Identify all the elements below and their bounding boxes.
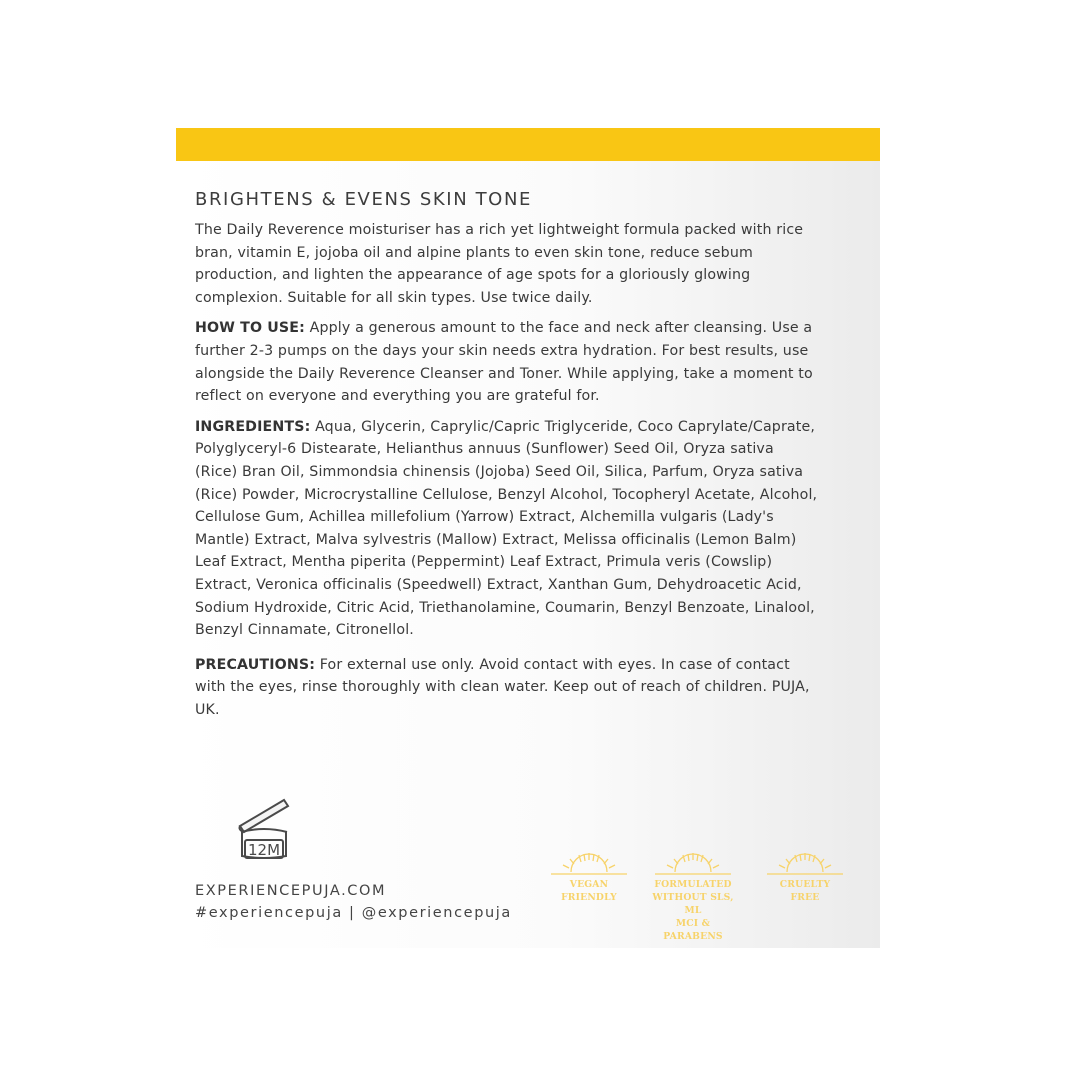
precautions-section xyxy=(195,654,820,722)
sunrise-icon xyxy=(765,850,845,878)
precautions-text: For external use only. Avoid contact with eyes. In case of contact with the eyes, rinse thoroughly with clean water. Keep out of reach of children. PUJA, UK. xyxy=(195,656,810,718)
formulated-without-badge xyxy=(648,850,738,943)
how-to-use-label: HOW TO USE: xyxy=(195,320,305,337)
badge-row xyxy=(544,850,854,942)
cruelty-free-badge xyxy=(760,850,850,904)
badge-text: CRUELTY FREE xyxy=(779,879,831,903)
headline: BRIGHTENS & EVENS SKIN TONE xyxy=(195,189,532,210)
social-handles: #experiencepuja | @experiencepuja xyxy=(195,905,512,921)
description: The Daily Reverence moisturiser has a rich yet lightweight formula packed with rice bran, vitamin E, jojoba oil and alpine plants to even skin tone, reduce sebum production, and lighten the appearance of age spots for a gloriously glowing complexion. Suitable for all skin types. Use twice daily. xyxy=(195,222,804,306)
sunrise-icon xyxy=(653,850,733,878)
sunrise-icon xyxy=(549,850,629,878)
accent-bar xyxy=(176,128,880,161)
website-link[interactable]: EXPERIENCEPUJA.COM xyxy=(195,883,387,899)
footer xyxy=(195,880,512,924)
product-info-panel xyxy=(176,128,880,948)
ingredients-section xyxy=(195,416,820,642)
content-area xyxy=(195,188,820,729)
badge-text: VEGAN FRIENDLY xyxy=(561,879,617,903)
ingredients-text: Aqua, Glycerin, Caprylic/Capric Triglyceride, Coco Caprylate/Caprate, Polyglyceryl-6 Distearate, Helianthus annuus (Sunflower) Seed Oil, Oryza sativa (Rice) Bran Oil, Simmondsia chinensis (Jojoba) Seed Oil, Silica, Parfum, Oryza sativa (Rice) Powder, Microcrystalline Cellulose, Benzyl Alcohol, Tocopheryl Acetate, Alcohol, Cellulose Gum, Achillea millefolium (Yarrow) Extract, Alchemilla vulgaris (Lady's Mantle) Extract, Malva sylvestris (Mallow) Extract, Melissa officinalis (Lemon Balm) Leaf Extract, Mentha piperita (Peppermint) Leaf Extract, Primula veris (Cowslip) Extract, Veronica officinalis (Speedwell) Extract, Xanthan Gum, Dehydroacetic Acid, Sodium Hydroxide, Citric Acid, Triethanolamine, Coumarin, Benzyl Benzoate, Linalool, Benzyl Cinnamate, Citronellol. xyxy=(195,418,818,639)
ingredients-label: INGREDIENTS: xyxy=(195,418,311,435)
pao-label: 12M xyxy=(247,841,281,859)
how-to-use-section xyxy=(195,317,820,407)
vegan-friendly-badge xyxy=(544,850,634,904)
period-after-opening-jar-icon xyxy=(234,796,294,864)
how-to-use-text: Apply a generous amount to the face and neck after cleansing. Use a further 2-3 pumps on the days your skin needs extra hydration. For best results, use alongside the Daily Reverence Cleanser and Toner. While applying, take a moment to reflect on everyone and everything you are grateful for. xyxy=(195,320,813,405)
precautions-label: PRECAUTIONS: xyxy=(195,656,316,673)
badge-text: FORMULATED WITHOUT SLS, ML MCI & PARABENS xyxy=(652,879,734,942)
